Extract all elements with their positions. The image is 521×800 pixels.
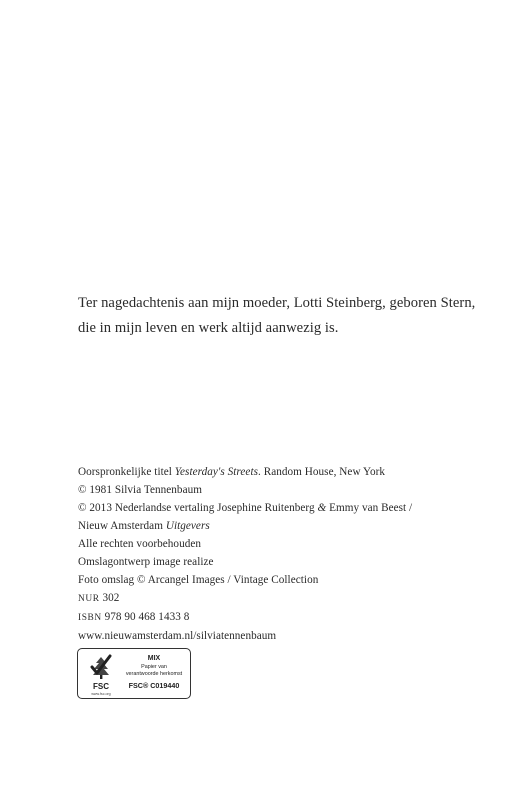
fsc-desc-line-1: Papier van [141,664,167,670]
translation-prefix: © 2013 Nederlandse vertaling Josephine Ruitenberg [78,502,318,514]
translation-suffix: Emmy van Beest / [326,502,413,514]
dedication [78,291,498,341]
publisher-suffix: Uitgevers [165,520,210,532]
translation-line [78,499,498,517]
dedication-line-1: Ter nagedachtenis aan mijn moeder, Lotti Steinberg, geboren Stern, [78,295,476,311]
isbn-label: ISBN [78,613,102,623]
original-title-suffix: . Random House, New York [258,466,386,478]
isbn-line [78,608,498,627]
nur-line [78,589,498,608]
fsc-desc-line-2: verantwoorde herkomst [125,671,183,678]
fsc-mix: MIX [147,655,161,662]
dedication-line-2: die in mijn leven en werk altijd aanwezig is. [78,320,339,336]
colophon [78,463,498,645]
original-title-prefix: Oorspronkelijke titel [78,466,175,478]
fsc-web: www.fsc.org [91,692,111,696]
isbn-value: 978 90 468 1433 8 [101,611,190,623]
original-title: Yesterday's Streets [174,466,259,478]
publisher-line [78,517,498,535]
fsc-tree-check-svg [84,652,118,682]
copyright-author: © 1981 Silvia Tennenbaum [78,484,202,496]
publisher-name: Nieuw Amsterdam [78,520,166,532]
translation-ampersand: & [317,502,327,514]
fsc-tree-check-icon [84,652,118,696]
nur-label: NUR [78,594,100,604]
fsc-text [118,654,190,691]
fsc-code: FSC® C019440 [128,680,180,690]
fsc-logo [77,648,191,699]
cover-design-line: Omslagontwerp image realize [78,556,214,568]
nur-value: 302 [99,592,120,604]
cover-photo-line: Foto omslag © Arcangel Images / Vintage Collection [78,574,319,586]
website-line: www.nieuwamsterdam.nl/silviatennenbaum [78,630,277,642]
fsc-letters: FSC [93,682,109,691]
original-title-line [78,463,498,481]
rights-line: Alle rechten voorbehouden [78,538,202,550]
